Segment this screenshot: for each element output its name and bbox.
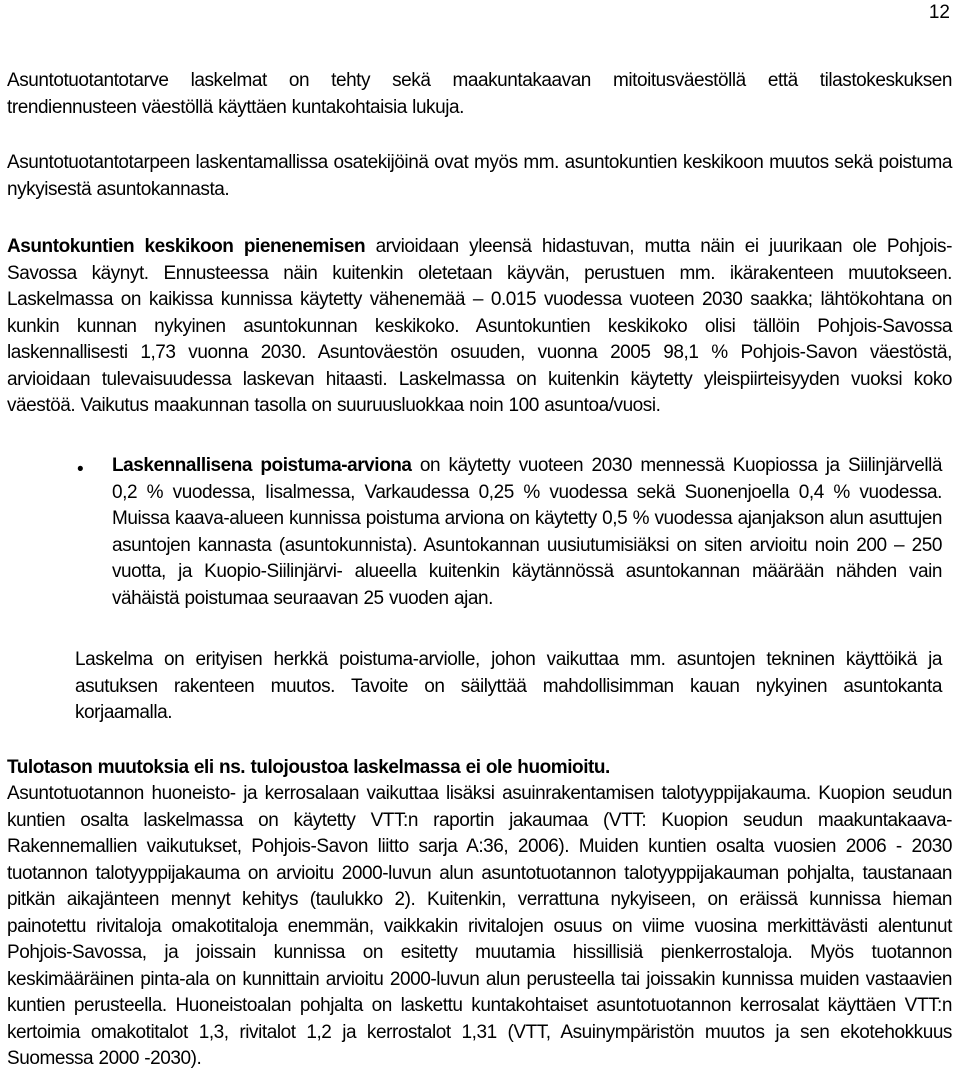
bullet-item-removal-estimate (112, 453, 942, 612)
paragraph-factors: Asuntotuotantotarpeen laskentamallissa osatekijöinä ovat myös mm. asuntokuntien keskikoon muutos sekä poistuma nykyisestä asuntokannasta. (7, 152, 952, 200)
paragraph-household-size-body: arvioidaan yleensä hidastuvan, mutta näin ei juurikaan ole Pohjois-Savossa käynyt. Ennusteessa näin kuitenkin oletetaan käyvän, perustuen mm. ikärakenteen muutokseen. Laskelmassa on kaikissa kunnissa käytetty vähenemää – 0.015 vuodessa vuoteen 2030 saakka; lähtökohtana on kunkin kunnan nykyinen asuntokunnan keskikoko. Asuntokuntien keskikoko olisi tällöin Pohjois-Savossa laskennallisesti 1,73 vuonna 2030. Asuntoväestön osuuden, vuonna 2005 98,1 % Pohjois-Savon väestöstä, arvioidaan tulevaisuudessa laskevan hitaasti. Laskelmassa on kuitenkin käytetty yleispiirteisyyden vuoksi koko väestöä. Vaikutus maakunnan tasolla on suuruusluokkaa noin 100 asuntoa/vuosi. (7, 236, 952, 416)
paragraph-intro: Asuntotuotantotarve laskelmat on tehty sekä maakuntakaavan mitoitusväestöllä että tilastokeskuksen trendiennusteen väestöllä käyttäen kuntakohtaisia lukuja. (7, 70, 952, 118)
paragraph-housing-types: Asuntotuotannon huoneisto- ja kerrosalaan vaikuttaa lisäksi asuinrakentamisen talotyyppijakauma. Kuopion seudun kuntien osalta laskelmassa on käytetty VTT:n raportin jakaumaa (VTT: Kuopion seudun maakuntakaava- Rakennemallien vaikutukset, Pohjois-Savon liitto sarja A:36, 2006). Muiden kuntien osalta vuosien 2006 - 2030 tuotannon talotyyppijakauma on arvioitu 2000-luvun alun asuntotuotannon talotyyppijakauman pohjalta, taustanaan pitkän aikajänteen mennyt kehitys (taulukko 2). Kuitenkin, verrattuna nykyiseen, on eräissä kunnissa hieman painotettu rivitaloja omakotitaloja enemmän, vaikkakin rivitalojen osuus on viime vuosina merkittävästi alentunut Pohjois-Savossa, ja joissain kunnissa on esitetty muutamia hissillisiä pienkerrostaloja. Myös tuotannon keskimääräinen pinta-ala on kunnittain arvioitu 2000-luvun alun perusteella tai joissakin kunnissa muiden vastaavien kuntien perusteella. Huoneistoalan pohjalta on laskettu kuntakohtaiset asuntotuotannon kerrosalat käyttäen VTT:n kertoimia omakotitalot 1,3, rivitalot 1,2 ja kerrostalot 1,31 (VTT, Asuinympäristön muutos ja sen ekotehokkuus Suomessa 2000 -2030). (7, 783, 952, 1069)
paragraph-household-size (7, 234, 952, 420)
paragraph-sensitivity: Laskelma on erityisen herkkä poistuma-arviolle, johon vaikuttaa mm. asuntojen tekninen käyttöikä ja asutuksen rakenteen muutos. Tavoite on säilyttää mahdollisimman kauan nykyinen asuntokanta korjaamalla. (75, 649, 942, 723)
page-number: 12 (928, 2, 950, 23)
bullet-item-heading: Laskennallisena poistuma-arviona (112, 455, 412, 476)
bullet-item-body: on käytetty vuoteen 2030 mennessä Kuopiossa ja Siilinjärvellä 0,2 % vuodessa, Iisalmessa, Varkaudessa 0,25 % vuodessa sekä Suonenjoella 0,4 % vuodessa. Muissa kaava-alueen kunnissa poistuma arviona on käytetty 0,5 % vuodessa ajanjakson alun asuttujen asuntojen kannasta (asuntokunnista). Asuntokannan uusiutumisiäksi on siten arvioitu noin 200 – 250 vuotta, ja Kuopio-Siilinjärvi- alueella kuitenkin käytännössä asuntokannan määrään nähden vain vähäistä poistumaa seuraavan 25 vuoden ajan. (112, 455, 942, 609)
bullet-icon: • (77, 459, 84, 480)
section-heading-income: Tulotason muutoksia eli ns. tulojoustoa laskelmassa ei ole huomioitu. (7, 757, 610, 778)
paragraph-household-size-heading: Asuntokuntien keskikoon pienenemisen (7, 236, 366, 257)
